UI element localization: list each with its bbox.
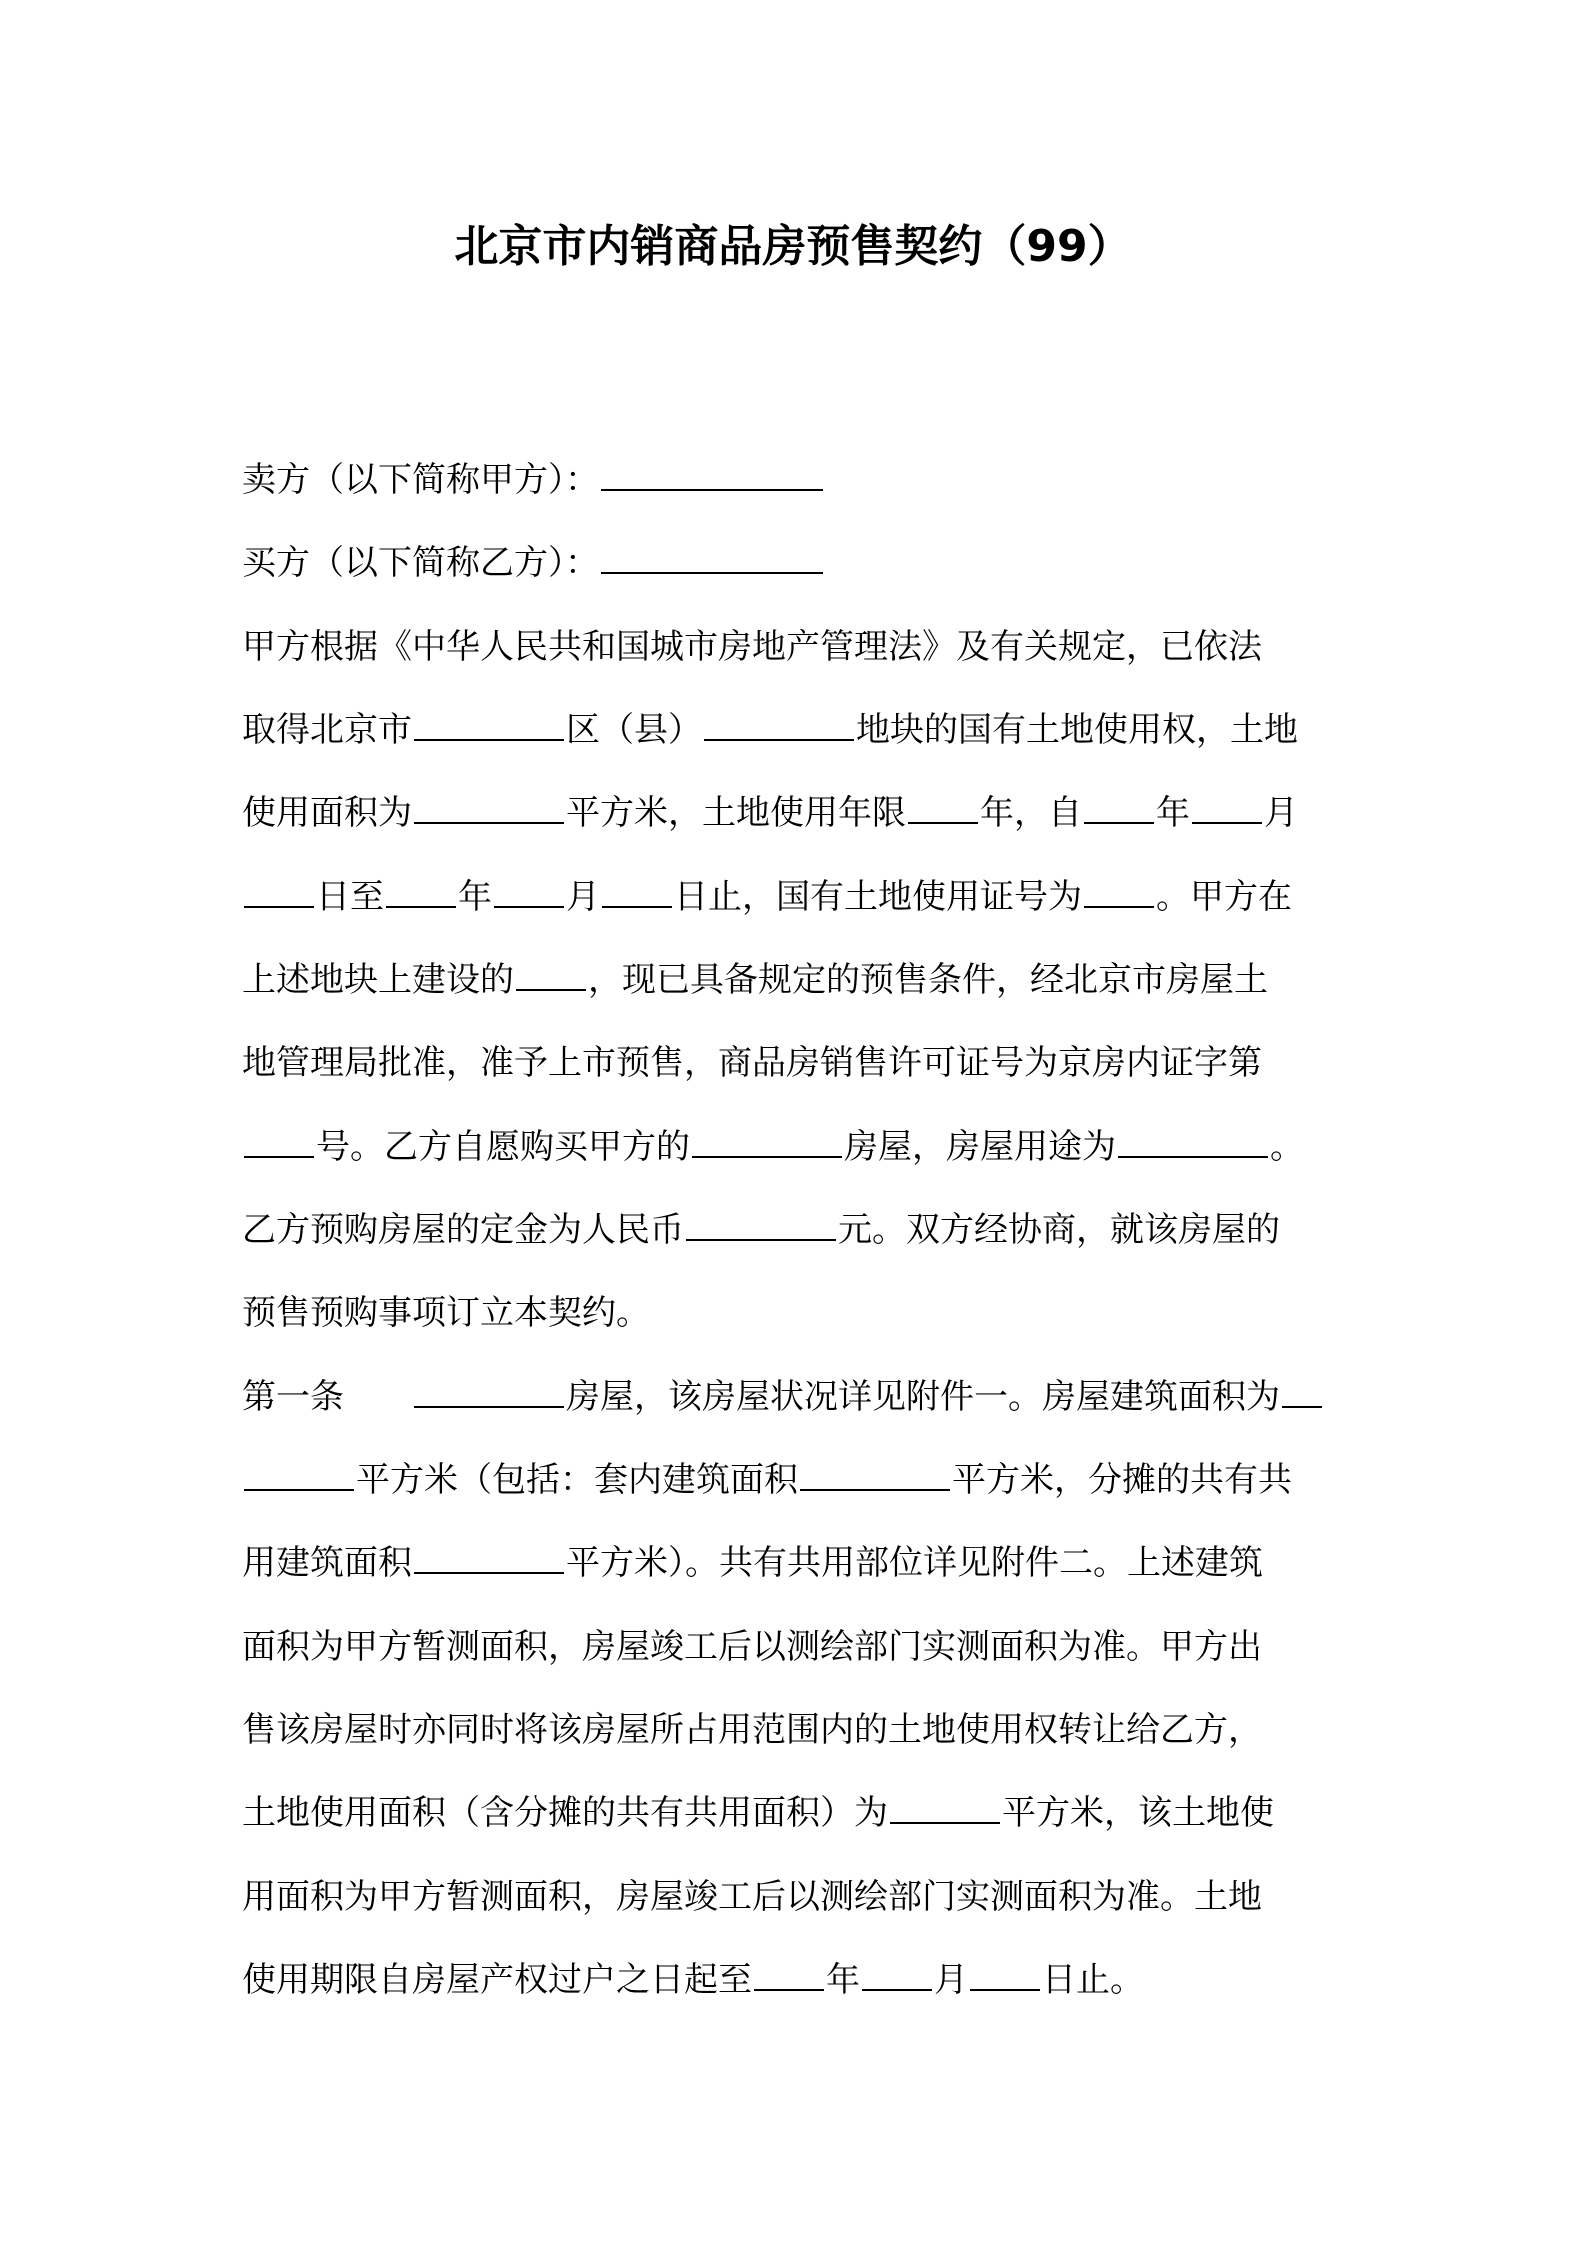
fill-in-blank xyxy=(244,1155,314,1158)
body-text: 年 xyxy=(458,877,492,917)
fill-in-blank xyxy=(414,738,564,741)
fill-in-blank xyxy=(1084,905,1154,908)
body-text: 日至 xyxy=(316,877,384,917)
body-line xyxy=(242,1872,1352,1922)
body-line xyxy=(242,705,1352,755)
body-line xyxy=(242,1705,1352,1755)
fill-in-blank xyxy=(1282,1405,1322,1408)
body-text: 区（县） xyxy=(566,710,702,750)
buyer-label: 买方（以下简称乙方）： xyxy=(242,543,599,583)
fill-in-blank xyxy=(494,905,564,908)
body-text: 售该房屋时亦同时将该房屋所占用范围内的土地使用权转让给乙方， xyxy=(242,1710,1262,1750)
body-text: 日止。 xyxy=(1042,1960,1144,2000)
fill-in-blank xyxy=(414,821,564,824)
body-line xyxy=(242,1622,1352,1672)
body-text: 。甲方在 xyxy=(1156,877,1292,917)
fill-in-blank xyxy=(692,1155,842,1158)
body-text: 使用面积为 xyxy=(242,793,412,833)
fill-in-blank xyxy=(414,1405,564,1408)
body-line xyxy=(242,622,1352,672)
body-text: 用面积为甲方暂测面积，房屋竣工后以测绘部门实测面积为准。土地 xyxy=(242,1877,1262,1917)
fill-in-blank xyxy=(686,1238,836,1241)
seller-label: 卖方（以下简称甲方）： xyxy=(242,460,599,500)
body-text: 用建筑面积 xyxy=(242,1543,412,1583)
body-text: 平方米，土地使用年限 xyxy=(566,793,906,833)
body-text: 取得北京市 xyxy=(242,710,412,750)
body-text: 第一条 xyxy=(242,1377,412,1417)
body-text: 使用期限自房屋产权过户之日起至 xyxy=(242,1960,752,2000)
body-line xyxy=(242,1205,1352,1255)
fill-in-blank xyxy=(414,1571,564,1574)
body-text: 上述地块上建设的 xyxy=(242,960,514,1000)
body-text: 号。乙方自愿购买甲方的 xyxy=(316,1127,690,1167)
fill-in-blank xyxy=(970,1988,1040,1991)
buyer-blank xyxy=(601,571,823,574)
body-text: 面积为甲方暂测面积，房屋竣工后以测绘部门实测面积为准。甲方出 xyxy=(242,1627,1262,1667)
body-text: 地管理局批准，准予上市预售，商品房销售许可证号为京房内证字第 xyxy=(242,1043,1262,1083)
body-text: 年 xyxy=(826,1960,860,2000)
body-text: 平方米）。共有共用部位详见附件二。上述建筑 xyxy=(566,1543,1263,1583)
fill-in-blank xyxy=(244,905,314,908)
fill-in-blank xyxy=(602,905,672,908)
body-text: 土地使用面积（含分摊的共有共用面积）为 xyxy=(242,1793,888,1833)
body-text: 房屋，该房屋状况详见附件一。房屋建筑面积为 xyxy=(566,1377,1280,1417)
body-text: 月 xyxy=(566,877,600,917)
body-text: 乙方预购房屋的定金为人民币 xyxy=(242,1210,684,1250)
body-text: 预售预购事项订立本契约。 xyxy=(242,1293,650,1333)
body-text: 元。双方经协商，就该房屋的 xyxy=(838,1210,1280,1250)
fill-in-blank xyxy=(754,1988,824,1991)
seller-blank xyxy=(601,488,823,491)
body-text: 年 xyxy=(1156,793,1190,833)
fill-in-blank xyxy=(862,1988,932,1991)
body-line xyxy=(242,788,1352,838)
body-text: ，现已具备规定的预售条件，经北京市房屋土 xyxy=(588,960,1268,1000)
fill-in-blank xyxy=(1084,821,1154,824)
buyer-line xyxy=(242,538,1352,588)
fill-in-blank xyxy=(800,1488,950,1491)
body-text: 房屋，房屋用途为 xyxy=(844,1127,1116,1167)
body-text: 月 xyxy=(934,1960,968,2000)
body-text: 日止，国有土地使用证号为 xyxy=(674,877,1082,917)
fill-in-blank xyxy=(908,821,978,824)
body-text: 地块的国有土地使用权，土地 xyxy=(856,710,1298,750)
body-text: 平方米，该土地使 xyxy=(1002,1793,1274,1833)
fill-in-blank xyxy=(244,1488,354,1491)
article-1-line xyxy=(242,1372,1352,1422)
body-line xyxy=(242,1038,1352,1088)
page-title: 北京市内销商品房预售契约（99） xyxy=(454,221,1132,272)
fill-in-blank xyxy=(1192,821,1262,824)
body-line xyxy=(242,1788,1352,1838)
body-line xyxy=(242,1538,1352,1588)
seller-line xyxy=(242,455,1352,505)
body-line xyxy=(242,955,1352,1005)
body-line xyxy=(242,1955,1352,2005)
fill-in-blank xyxy=(386,905,456,908)
fill-in-blank xyxy=(516,988,586,991)
fill-in-blank xyxy=(890,1821,1000,1824)
body-text: 甲方根据《中华人民共和国城市房地产管理法》及有关规定，已依法 xyxy=(242,627,1262,667)
body-text: 年，自 xyxy=(980,793,1082,833)
body-line xyxy=(242,1288,1352,1338)
fill-in-blank xyxy=(1118,1155,1268,1158)
body-text: 。 xyxy=(1270,1127,1304,1167)
body-line xyxy=(242,1122,1352,1172)
body-line xyxy=(242,1455,1352,1505)
body-text: 平方米（包括：套内建筑面积 xyxy=(356,1460,798,1500)
body-text: 月 xyxy=(1264,793,1298,833)
body-line xyxy=(242,872,1352,922)
body-text: 平方米，分摊的共有共 xyxy=(952,1460,1292,1500)
fill-in-blank xyxy=(704,738,854,741)
